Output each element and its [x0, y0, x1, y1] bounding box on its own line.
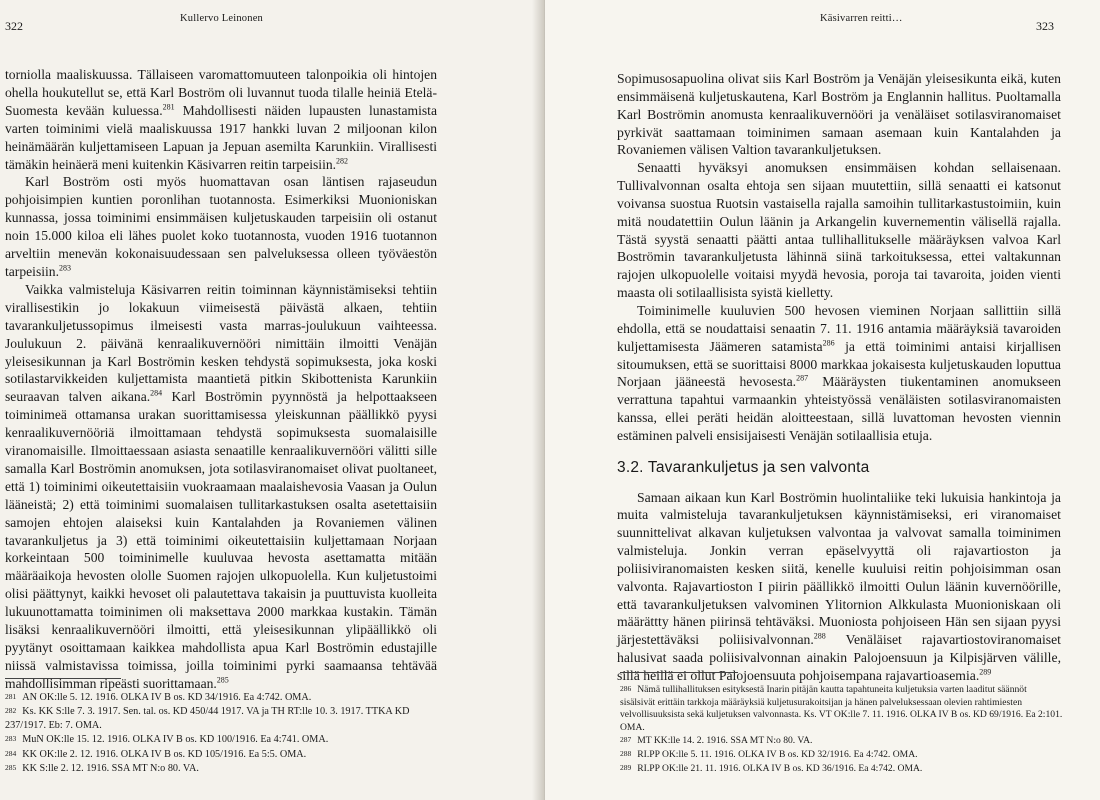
footnote-ref: 281 [162, 102, 175, 112]
footnote-rule-left [5, 678, 121, 679]
left-body-text [5, 66, 437, 693]
right-footnotes [620, 683, 1064, 775]
footnote-text: KK S:lle 2. 12. 1916. SSA MT N:o 80. VA. [22, 763, 199, 775]
text-segment: Sopimusosapuolina olivat siis Karl Boström ja Venäjän yleisesikunta eikä, kuten ensimmäisenä kuljetuskautena, Karl Boström ja Englannin hallitus. Puoltamalla Karl Boströmin anomusta kenraalikuvernööri ja venäläiset sotilasviranomaiset pyrkivät saattamaan toiminimen samaan asemaan kuin Kantalahden ja Rovaniemen välisen Valtion tavarankuljetuksen. [617, 71, 1061, 158]
footnote [5, 690, 435, 704]
body-paragraph [617, 159, 1061, 302]
right-page [545, 0, 1100, 800]
text-segment: torniolla maaliskuussa. Tällaiseen varomattomuuteen talonpoikia oli hintojen ohella houkutellut se, että Karl Boström oli luvannut tuoda tilalle heiniä Etelä-Suomesta kevään kuluessa. [5, 67, 437, 118]
footnote-rule-right [620, 672, 738, 673]
footnote-number: 284 [5, 748, 17, 758]
footnote [620, 734, 1064, 748]
body-paragraph [617, 70, 1061, 159]
text-segment: Toiminimelle kuuluvien 500 hevosen vieminen Norjaan sallittiin sillä ehdolla, että se noudattaisi senaatin 7. 11. 1916 antamia määräyksiä tavaroiden kuljettamisesta Jäämeren satamista [617, 302, 1061, 354]
footnote-ref: 289 [979, 667, 992, 677]
footnote-ref: 286 [822, 338, 835, 348]
footnote-text: AN OK:lle 5. 12. 1916. OLKA IV B os. KD 34/1916. Ea 4:742. OMA. [22, 692, 312, 703]
footnote-text: RI.PP OK:lle 5. 11. 1916. OLKA IV B os. KD 32/1916. Ea 4:742. OMA. [637, 748, 918, 760]
text-segment: Karl Boströmin pyynnöstä ja helpottaakseen toiminimeä ottamansa urakan suorittamisessa yleiskunnan päällikkö pyysi kenraalikuvernööriä ilmoittamaan tehdystä sopimuksesta suomalaisille viranomaisille. Ilmoittaessaan asiasta senaatille kenraalikuvernööri välitti sille samalla Karl Boströmin anomuksen, jota sotilasviranomaiset olivat puoltaneet, että 1) toiminimi oikeutettaisiin vuokraamaan maalaishevosia Vaasan ja Oulun lääneistä; 2) että toiminimi suomalaisen tullitarkastuksen osalta asetettaisiin samojen ehtojen alaiseksi kuin Kantalahden ja Rovaniemen välinen tavarankuljetus ja 3) että toiminimi oikeutettaisiin kuljettamaan Norjaan korkeintaan 500 toiminimelle kuuluvaa hevosta asettamatta mitään määräaikoja hevosten ololle Suomen rajojen ulkopuolella. Kun kuljetustoimi olisi päättynyt, kaikki hevoset oli palautettava takaisin ja puuttuvista kuolleita lukuunottamatta toiminimen oli maksettava 2000 markkaa kustakin. Tämän lisäksi kenraalikuvernööri ilmoitti, että yleisesikunnan ylipäällikkö oli pyytänyt osoittamaan kaikkea mahdollista apua Karl Boströmin edustajille niissä valmistavissa toimissa, joilla toiminimi pyrki saamaansa tehtävää mahdollisimman ripeästi suorittamaan. [5, 389, 437, 691]
text-segment: Määräysten tiukentaminen anomukseen verrattuna tapahtui varmaankin yhteistyössä venäläisten sotilasviranomaisten kanssa, ellei peräti heidän aloitteestaan, sillä luvattoman hevosten viennin estäminen palveli ensisijaisesti Venäjän sotilaallisia etuja. [617, 374, 1061, 443]
right-body-text [617, 70, 1061, 685]
text-segment: Senaatti hyväksyi anomuksen ensimmäisen kohdan sellaisenaan. Tullivalvonnan osalta ehtoja sen sijaan muutettiin, sillä senaatti ei katsonut voivansa suostua Ruotsin vastaisella rajalla samoihin tullitarkastustoimiin, kuin mitä noudatettiin Oulun läänin ja Arkangelin kuvernementin välisellä rajalla. Tästä syystä senaatti päätti antaa tullihallitukselle määräyksen valvoa Karl Boströmin tavarankuljetusta lähinnä siinä tarkoituksessa, ettei valtakunnan rajojen ulkopuolelle voitaisi myydä hevosia, poroja tai tavaroita, joiden vienti maasta oli sotilaallisista syistä kielletty. [617, 160, 1061, 301]
body-paragraph [5, 66, 437, 173]
footnote [620, 683, 1064, 734]
footnote-number: 287 [620, 735, 632, 745]
footnote-text: RI.PP OK:lle 21. 11. 1916. OLKA IV B os. KD 36/1916. Ea 4:742. OMA. [637, 762, 923, 774]
footnote [5, 761, 435, 775]
footnote-text: Ks. KK S:lle 7. 3. 1917. Sen. tal. os. KD 450/44 1917. VA ja TH RT:lle 10. 3. 1917. TTKA KD 237/1917. Eb: 7. OMA. [5, 706, 410, 731]
footnote [5, 732, 435, 746]
body-paragraph [617, 489, 1061, 685]
section-heading: 3.2. Tavarankuljetus ja sen valvonta [617, 458, 870, 476]
text-segment: Vaikka valmisteluja Käsivarren reitin toiminnan käynnistämiseksi tehtiin virallisestikin jo lokakuun viimeisestä päivästä alkaen, tehtiin tavarankuljetussopimus ilmeisesti vasta marras-joulukuun vaihteessa. Joulukuun 2. päivänä kenraalikuvernööri nimittäin ilmoitti Venäjän yleisesikunnan ja Karl Boströmin kesken tehdystä sopimuksesta, joka koski sotilastarvikkeiden kuljettamista maantietä pitkin Skibottenista Karunkiin seuraavan talven aikana. [5, 281, 437, 405]
footnote-ref: 287 [796, 373, 809, 383]
footnote-text: MuN OK:lle 15. 12. 1916. OLKA IV B os. KD 100/1916. Ea 4:741. OMA. [22, 734, 329, 746]
footnote-number: 283 [5, 734, 17, 744]
body-paragraph [617, 302, 1061, 445]
footnote-number: 289 [620, 762, 632, 772]
footnote-ref: 282 [336, 156, 349, 165]
page-number-left: 322 [5, 19, 23, 33]
running-head-left: Kullervo Leinonen [180, 13, 264, 24]
text-segment: Karl Boström osti myös huomattavan osan läntisen rajaseudun pohjoisimpien kuntien poronlihan tuotannosta. Esimerkiksi Muonioniskan kunnassa, jossa toiminimi ensimmäisen kuljetuskauden tarpeisiin oli ostanut noin 15.000 kiloa eli lähes puolet koko tuotannosta, vuoden 1916 tuotannon arveltiin menevän kokonaisuudessaan sen palveluksessa olleen työväestön tarpeisiin. [5, 174, 437, 279]
text-segment: Samaan aikaan kun Karl Boströmin huolintaliike teki lukuisia hankintoja ja muita valmisteluja tavarankuljetuksen käynnistämiseksi, eri viranomaiset suunnittelivat alkavan kuljetuksen valvontaa ja valvovat samalla toiminimen valmisteluja. Jonkin verran epäselvyyttä oli rajavartioston ja poliisiviranomaisten kesken siitä, kenelle kuuluisi reitin pohjoisimman osan valvonta. Rajavartioston I piirin päällikkö ilmoitti Oulun läänin kuvernöörille, että tavarankuljetuksen valvominen Ylitornion Alkkulasta Muonioniskaan oli määrättty hänen piirinsä tehtäväksi. Muoniosta pohjoiseen Hän sen sijaan pyysi järjestettäväksi poliisivalvonnan. [617, 489, 1061, 648]
footnote-number: 282 [5, 706, 17, 716]
running-head-right: Käsivarren reitti… [820, 13, 903, 24]
footnote-ref: 288 [813, 631, 826, 641]
footnote [620, 748, 1064, 762]
footnote-text: Nämä tullihallituksen esityksestä Inarin pitäjän kautta tapahtuneita kuljetuksia varten laaditut säännöt sisälsivät erittäin tarkkoja määräyksiä kuljetusurakoitsijan ja hänen palveluksessaan olevien rahtimiesten velvollisuuksista sekä kuljetuksen valvonnasta. Ks. VT OK:lle 7. 11. 1916. OLKA IV B os. KD 69/1916. Ea 2:101. OMA. [620, 684, 1063, 733]
left-footnotes [5, 690, 435, 775]
footnote-number: 281 [5, 692, 17, 701]
footnote [5, 747, 435, 761]
footnote-number: 286 [620, 684, 632, 693]
text-segment: Mahdollisesti näiden lupausten lunastamista varten toiminimi vielä maaliskuussa 1917 hankki luvan 2 miljoonan kilon heinämäärän kuljettamiseen Lapuan ja Jepuan asemilta Karunkiin. Virallisesti tämäkin heinäerä meni kuitenkin Käsivarren reitin tarpeisiin. [5, 102, 437, 172]
footnote-ref: 283 [58, 263, 71, 273]
footnote [5, 704, 435, 732]
footnote-text: MT KK:lle 14. 2. 1916. SSA MT N:o 80. VA. [637, 735, 813, 747]
footnote [620, 762, 1064, 776]
left-page [0, 0, 545, 800]
page-number-right: 323 [1036, 19, 1054, 33]
footnote-text: KK OK:lle 2. 12. 1916. OLKA IV B os. KD 105/1916. Ea 5:5. OMA. [22, 748, 307, 760]
footnote-ref: 285 [216, 675, 229, 685]
text-segment: Venäläiset rajavartiostoviranomaiset halusivat saada poliisivalvonnan ainakin Palojoensuun ja Kilpisjärven välille, sillä heillä ei ollut Palojoensuuta pohjoisempana rajavartioasemia. [617, 632, 1061, 683]
body-paragraph [5, 173, 437, 280]
footnote-number: 288 [620, 748, 632, 758]
footnote-ref: 284 [150, 388, 163, 398]
text-segment: ja että toiminimi antaisi kirjallisen sitoumuksen, että se suorittaisi 8000 markkaa jokaisesta kuljetuskauden loputtua Norjaan jääneestä hevosesta. [617, 338, 1061, 390]
footnote-number: 285 [5, 763, 17, 773]
body-paragraph [5, 281, 437, 693]
